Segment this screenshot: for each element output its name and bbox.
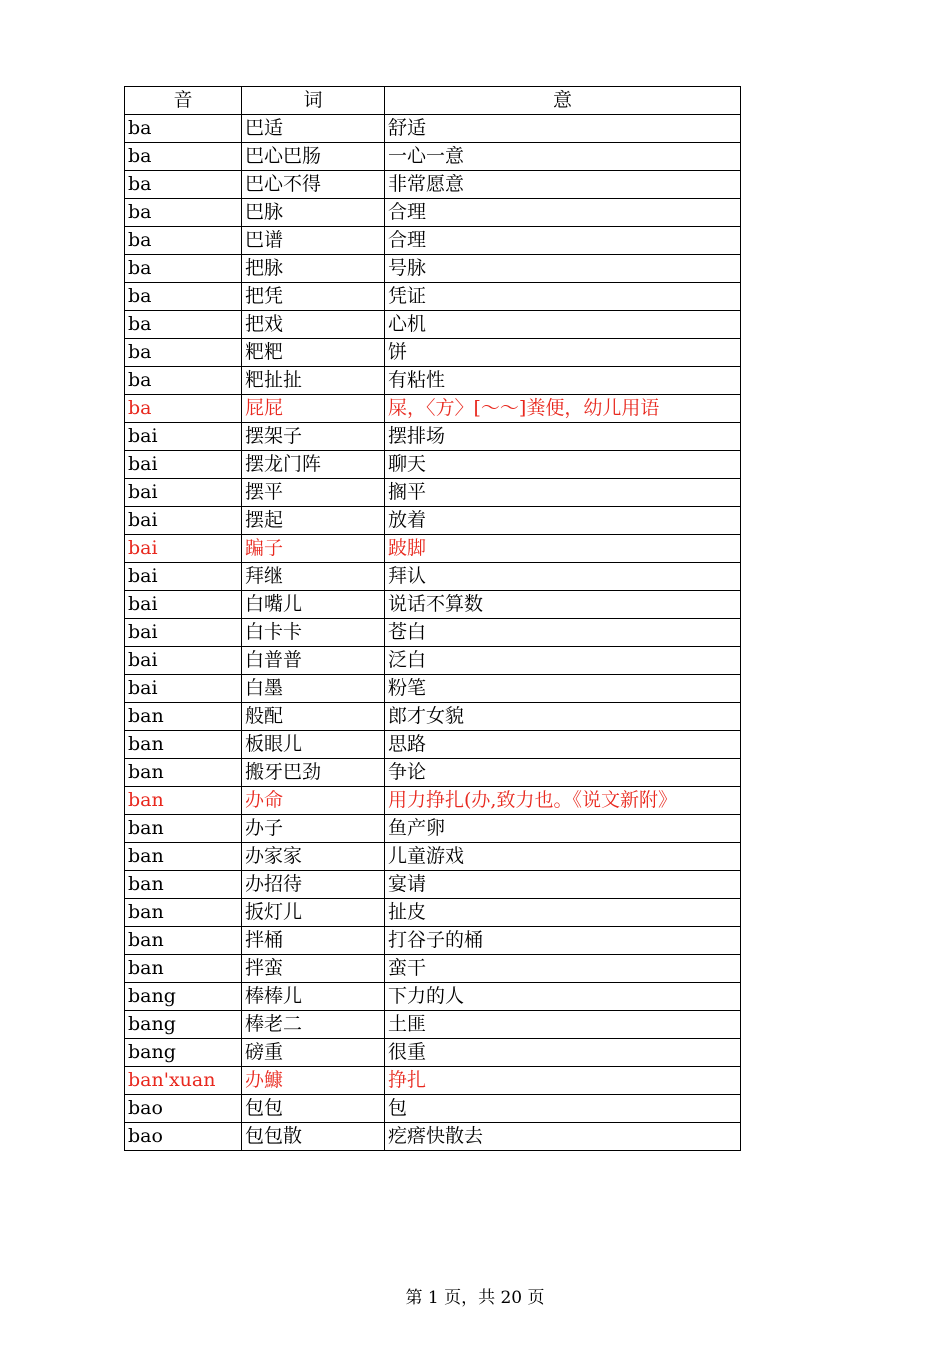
table-row — [125, 591, 741, 619]
cell-yi: 屎，〈方〉[～～]粪便，幼儿用语 — [385, 395, 741, 423]
table-body — [125, 115, 741, 1151]
cell-yin: ban — [125, 871, 242, 899]
cell-ci: 搬牙巴劲 — [242, 759, 385, 787]
cell-yin: bai — [125, 591, 242, 619]
table-row — [125, 871, 741, 899]
table-row — [125, 927, 741, 955]
cell-ci: 包包散 — [242, 1123, 385, 1151]
cell-yi: 一心一意 — [385, 143, 741, 171]
cell-yi: 粉笔 — [385, 675, 741, 703]
cell-yin: bai — [125, 563, 242, 591]
cell-ci: 办命 — [242, 787, 385, 815]
table-row — [125, 227, 741, 255]
cell-yin: ba — [125, 199, 242, 227]
cell-yi: 郎才女貌 — [385, 703, 741, 731]
table-row — [125, 339, 741, 367]
table-row — [125, 563, 741, 591]
cell-yin: ban'xuan — [125, 1067, 242, 1095]
cell-ci: 拌桶 — [242, 927, 385, 955]
cell-ci: 磅重 — [242, 1039, 385, 1067]
table-row — [125, 479, 741, 507]
table-row — [125, 199, 741, 227]
cell-yin: ba — [125, 171, 242, 199]
cell-yin: ba — [125, 227, 242, 255]
cell-yi: 放着 — [385, 507, 741, 535]
cell-ci: 粑扯扯 — [242, 367, 385, 395]
cell-yin: bai — [125, 619, 242, 647]
cell-yi: 思路 — [385, 731, 741, 759]
table-row — [125, 115, 741, 143]
header-yin: 音 — [125, 87, 242, 115]
cell-yi: 凭证 — [385, 283, 741, 311]
table-row — [125, 619, 741, 647]
cell-ci: 办子 — [242, 815, 385, 843]
cell-yi: 挣扎 — [385, 1067, 741, 1095]
cell-yin: ba — [125, 283, 242, 311]
cell-ci: 巴谱 — [242, 227, 385, 255]
cell-ci: 巴适 — [242, 115, 385, 143]
cell-ci: 摆平 — [242, 479, 385, 507]
cell-yi: 非常愿意 — [385, 171, 741, 199]
cell-yi: 有粘性 — [385, 367, 741, 395]
cell-yi: 疙瘩快散去 — [385, 1123, 741, 1151]
cell-yi: 说话不算数 — [385, 591, 741, 619]
table-row — [125, 675, 741, 703]
table-row — [125, 703, 741, 731]
cell-ci: 拜继 — [242, 563, 385, 591]
cell-yi: 儿童游戏 — [385, 843, 741, 871]
dialect-table — [124, 86, 741, 1151]
cell-yin: ba — [125, 339, 242, 367]
cell-ci: 摆起 — [242, 507, 385, 535]
cell-yin: ba — [125, 255, 242, 283]
cell-yin: bai — [125, 535, 242, 563]
table-row — [125, 535, 741, 563]
table-row — [125, 1039, 741, 1067]
table-row — [125, 143, 741, 171]
cell-yin: ba — [125, 395, 242, 423]
cell-ci: 蹁子 — [242, 535, 385, 563]
table-row — [125, 1095, 741, 1123]
cell-ci: 把戏 — [242, 311, 385, 339]
cell-yi: 拜认 — [385, 563, 741, 591]
cell-yi: 合理 — [385, 227, 741, 255]
cell-yi: 土匪 — [385, 1011, 741, 1039]
cell-ci: 般配 — [242, 703, 385, 731]
cell-yin: bai — [125, 479, 242, 507]
cell-ci: 把凭 — [242, 283, 385, 311]
cell-ci: 摆龙门阵 — [242, 451, 385, 479]
cell-yin: ban — [125, 731, 242, 759]
cell-yi: 打谷子的桶 — [385, 927, 741, 955]
table-row — [125, 423, 741, 451]
cell-ci: 棒老二 — [242, 1011, 385, 1039]
cell-yi: 聊天 — [385, 451, 741, 479]
table-row — [125, 843, 741, 871]
cell-yin: ban — [125, 703, 242, 731]
cell-yin: bang — [125, 1011, 242, 1039]
cell-yin: ban — [125, 955, 242, 983]
cell-ci: 办家家 — [242, 843, 385, 871]
cell-ci: 粑粑 — [242, 339, 385, 367]
cell-yin: ban — [125, 787, 242, 815]
cell-yin: bang — [125, 983, 242, 1011]
table-row — [125, 815, 741, 843]
table-row — [125, 1011, 741, 1039]
table-row — [125, 311, 741, 339]
page-number: 第 1 页，共 20 页 — [405, 1288, 545, 1308]
cell-yin: bao — [125, 1123, 242, 1151]
table-row — [125, 451, 741, 479]
cell-yin: ba — [125, 115, 242, 143]
header-row — [125, 87, 741, 115]
cell-yi: 苍白 — [385, 619, 741, 647]
cell-ci: 拌蛮 — [242, 955, 385, 983]
cell-yi: 跛脚 — [385, 535, 741, 563]
cell-yi: 搁平 — [385, 479, 741, 507]
cell-ci: 巴脉 — [242, 199, 385, 227]
cell-yi: 争论 — [385, 759, 741, 787]
cell-yin: bai — [125, 451, 242, 479]
cell-ci: 巴心巴肠 — [242, 143, 385, 171]
cell-yin: ban — [125, 899, 242, 927]
cell-yin: bai — [125, 647, 242, 675]
cell-ci: 板眼儿 — [242, 731, 385, 759]
table-row — [125, 955, 741, 983]
cell-yi: 宴请 — [385, 871, 741, 899]
cell-yin: ba — [125, 311, 242, 339]
cell-yin: ba — [125, 367, 242, 395]
cell-yin: ban — [125, 759, 242, 787]
table-row — [125, 171, 741, 199]
cell-yin: bai — [125, 507, 242, 535]
table-row — [125, 759, 741, 787]
cell-yin: ban — [125, 927, 242, 955]
cell-ci: 白嘴儿 — [242, 591, 385, 619]
table-row — [125, 255, 741, 283]
cell-yi: 蛮干 — [385, 955, 741, 983]
cell-yin: bai — [125, 675, 242, 703]
table-row — [125, 647, 741, 675]
header-yi: 意 — [385, 87, 741, 115]
cell-ci: 办鱇 — [242, 1067, 385, 1095]
table-row — [125, 899, 741, 927]
cell-yi: 包 — [385, 1095, 741, 1123]
table-row — [125, 1123, 741, 1151]
cell-yin: ba — [125, 143, 242, 171]
table-row — [125, 395, 741, 423]
cell-ci: 白普普 — [242, 647, 385, 675]
cell-yi: 扯皮 — [385, 899, 741, 927]
table-row — [125, 787, 741, 815]
table-header — [125, 87, 741, 115]
cell-yi: 饼 — [385, 339, 741, 367]
cell-ci: 扳灯儿 — [242, 899, 385, 927]
cell-yi: 鱼产卵 — [385, 815, 741, 843]
cell-ci: 屁屁 — [242, 395, 385, 423]
cell-yi: 心机 — [385, 311, 741, 339]
cell-ci: 白卡卡 — [242, 619, 385, 647]
cell-yi: 合理 — [385, 199, 741, 227]
cell-yi: 下力的人 — [385, 983, 741, 1011]
table-row — [125, 983, 741, 1011]
table-row — [125, 507, 741, 535]
cell-ci: 白墨 — [242, 675, 385, 703]
table-row — [125, 367, 741, 395]
cell-yi: 号脉 — [385, 255, 741, 283]
cell-yin: ban — [125, 815, 242, 843]
table-row — [125, 731, 741, 759]
table-row — [125, 1067, 741, 1095]
table-row — [125, 283, 741, 311]
cell-yi: 舒适 — [385, 115, 741, 143]
cell-yi: 泛白 — [385, 647, 741, 675]
cell-ci: 包包 — [242, 1095, 385, 1123]
cell-ci: 办招待 — [242, 871, 385, 899]
cell-yin: bang — [125, 1039, 242, 1067]
cell-yi: 很重 — [385, 1039, 741, 1067]
header-ci: 词 — [242, 87, 385, 115]
cell-yin: bao — [125, 1095, 242, 1123]
cell-ci: 把脉 — [242, 255, 385, 283]
cell-yi: 用力挣扎(办,致力也。《说文新附》 — [385, 787, 741, 815]
cell-ci: 棒棒儿 — [242, 983, 385, 1011]
cell-ci: 摆架子 — [242, 423, 385, 451]
cell-yi: 摆排场 — [385, 423, 741, 451]
cell-yin: ban — [125, 843, 242, 871]
cell-yin: bai — [125, 423, 242, 451]
cell-ci: 巴心不得 — [242, 171, 385, 199]
